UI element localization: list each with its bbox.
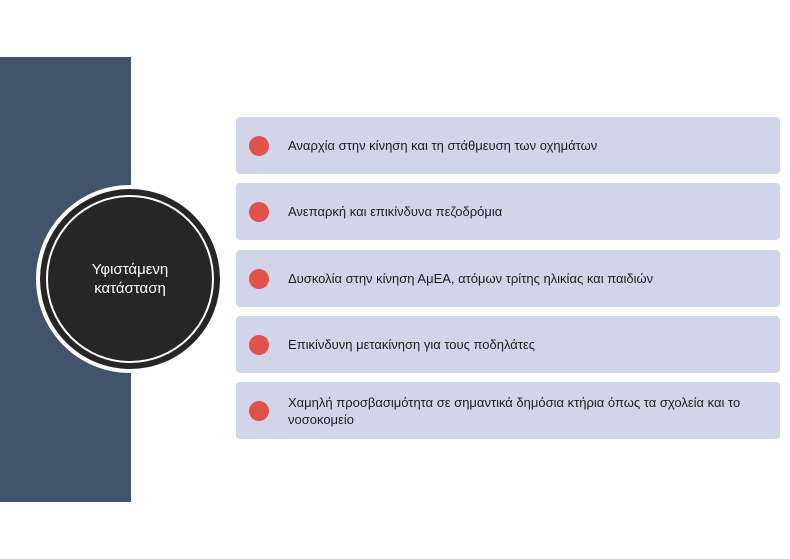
bullet-dot-icon	[249, 401, 269, 421]
list-item	[236, 316, 780, 373]
list-item-text: Αναρχία στην κίνηση και τη στάθμευση των οχημάτων	[288, 138, 598, 153]
bullet-dot-icon	[249, 202, 269, 222]
bullet-dot-icon	[249, 335, 269, 355]
list-item	[236, 183, 780, 240]
bullet-dot-icon	[249, 136, 269, 156]
list-item-text: Δυσκολία στην κίνηση ΑμΕΑ, ατόμων τρίτης ηλικίας και παιδιών	[288, 271, 654, 286]
list-item	[236, 250, 780, 307]
list-item	[236, 117, 780, 174]
bullet-dot-icon	[249, 269, 269, 289]
list-item-text: Επικίνδυνη μετακίνηση για τους ποδηλάτες	[288, 337, 536, 352]
list-item	[236, 382, 780, 439]
list-item-text: Ανεπαρκή και επικίνδυνα πεζοδρόμια	[288, 204, 503, 219]
list-item-text: Χαμηλή προσβασιμότητα σε σημαντικά δημόσια κτήρια όπως τα σχολεία και το νοσοκομείο	[288, 394, 741, 427]
central-circle-title: Υφιστάμενη κατάσταση	[91, 261, 169, 297]
